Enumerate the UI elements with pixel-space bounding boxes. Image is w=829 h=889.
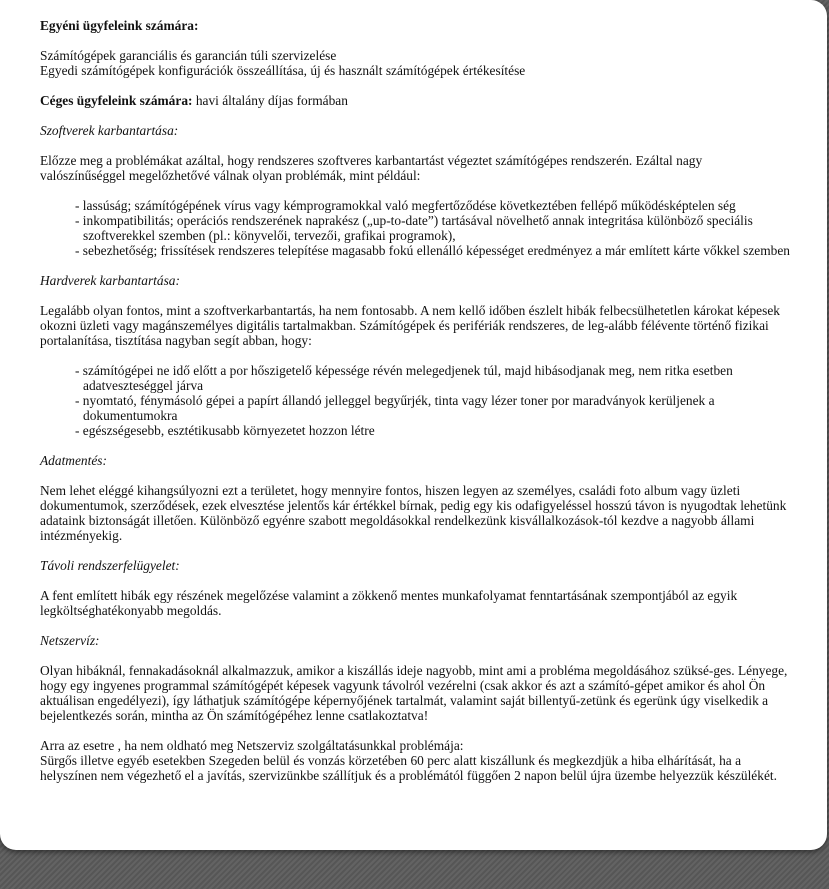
hardware-list	[40, 363, 790, 438]
business-line	[40, 93, 790, 108]
netservice-fallback-intro: Arra az esetre , ha nem oldható meg Netszerviz szolgáltatásunkkal problémája:	[40, 738, 464, 753]
backup-text: Nem lehet eléggé kihangsúlyozni ezt a területet, hogy mennyire fontos, hiszen legyen az személyes, családi foto album vagy üzleti dokumentumok, szerződések, ezek elvesztése jelentős kár értékkel bírnak, pedig egy kis odafigyeléssel hosszú távon is nyugodtak lehetünk adataink biztonságát illetően. Különböző egyénre szabott megoldásokkal rendelkezünk kisvállalkozások-tól kezdve a nagyobb állami intézményekig.	[40, 483, 787, 543]
business-text: havi általány díjas formában	[192, 93, 348, 108]
netservice-fallback-text: Sürgős illetve egyéb esetekben Szegeden belül és vonzás körzetében 60 perc alatt kiszállunk és megkezdjük a hiba elhárítását, ha a helyszínen nem végezhető el a javítás, szervizünkbe szállítjuk és a problémától függően 2 napon belül újra üzembe helyezzük készülékét.	[40, 753, 777, 783]
private-line-2: Egyedi számítógépek konfigurációk összeállítása, új és használt számítógépek értékesítése	[40, 63, 526, 78]
software-heading: Szoftverek karbantartása:	[40, 123, 179, 138]
list-item: - sebezhetőség; frissítések rendszeres telepítése magasabb fokú ellenálló képességet eredményez a már említett kárte vőkkel szemben	[75, 243, 790, 258]
netservice-text: Olyan hibáknál, fennakadásoknál alkalmazzuk, amikor a kiszállás ideje nagyobb, mint ami a probléma megoldásához szüksé-ges. Lényege, hogy egy ingyenes programmal számítógépét képesek vagyunk távolról vezérelni (csak akkor és azt a számító-gépet amikor és ahol Ön aktuálisan engedélyezi), így láthatjuk számítógépe képernyőjének tartalmát, valamint saját billentyű-zetünk és egerünk úgy viselkedik a bejelentkezés során, mintha az Ön számítógépéhez lenne csatlakoztatva!	[40, 663, 788, 723]
private-line-1: Számítógépek garanciális és garancián túli szervizelése	[40, 48, 337, 63]
software-list	[40, 198, 790, 258]
list-item: - nyomtató, fénymásoló gépei a papírt állandó jelleggel begyűrjék, tinta vagy lézer toner por maradványok kerüljenek a dokumentumokra	[75, 393, 715, 423]
list-item: - inkompatibilitás; operációs rendszerének naprakész („up-to-date”) tartásával növelhető annak integritása különböző speciális szoftverekkel szemben (pl.: könyvelői, tervezői, grafikai programok),	[75, 213, 753, 243]
list-item: - lassúság; számítógépének vírus vagy kémprogramokkal való megfertőződése következtében fellépő működésképtelen ség	[75, 198, 736, 213]
hardware-heading: Hardverek karbantartása:	[40, 273, 180, 288]
netservice-heading: Netszervíz:	[40, 633, 100, 648]
remote-heading: Távoli rendszerfelügyelet:	[40, 558, 180, 573]
list-item: - számítógépei ne idő előtt a por hőszigetelő képessége révén melegedjenek túl, majd hibásodjanak meg, nem ritka esetben adatveszteséggel járva	[75, 363, 733, 393]
remote-text: A fent említett hibák egy részének megelőzése valamint a zökkenő mentes munkafolyamat fenntartásának szempontjából az egyik legköltséghatékonyabb megoldás.	[40, 588, 738, 618]
backup-heading: Adatmentés:	[40, 453, 107, 468]
hardware-intro: Legalább olyan fontos, mint a szoftverkarbantartás, ha nem fontosabb. A nem kellő időben észlelt hibák felbecsülhetetlen károkat képesek okozni üzleti vagy magánszemélyes digitális tartalmakban. Számítógépek és perifériák rendszeres, de leg-alább félévente történő fizikai portalanítása, tisztítása nagyban segít abban, hogy:	[40, 303, 780, 348]
private-heading: Egyéni ügyfeleink számára:	[40, 18, 199, 33]
business-heading: Céges ügyfeleink számára:	[40, 93, 193, 108]
services-text	[40, 18, 790, 783]
software-intro: Előzze meg a problémákat azáltal, hogy rendszeres szoftveres karbantartást végeztet számítógépes rendszerén. Ezáltal nagy valószínűséggel megelőzhetővé válnak olyan problémák, mint például:	[40, 153, 703, 183]
list-item: - egészségesebb, esztétikusabb környezetet hozzon létre	[75, 423, 375, 438]
